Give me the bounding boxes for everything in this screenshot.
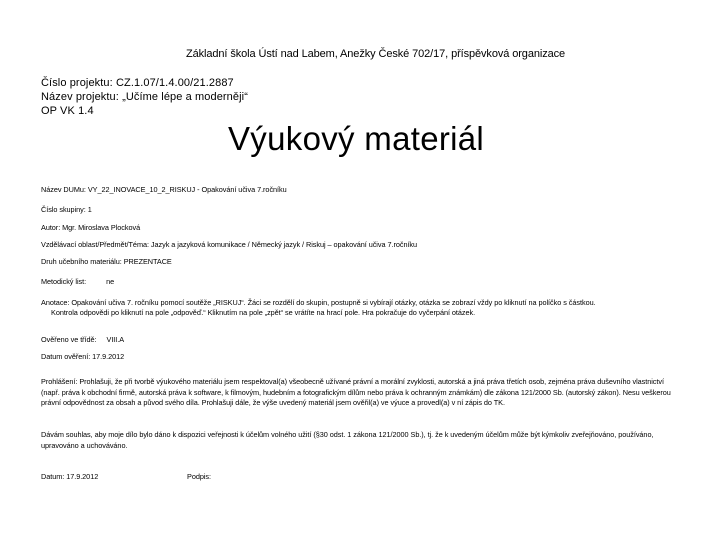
- declaration-text: Prohlášení: Prohlašuji, že při tvorbě výukového materiálu jsem respektoval(a) všeobecně užívané právní a morální zvyklosti, autorská a jiná práva třetích osob, zejména práva duševního vlastnictví (např. práva k obchodní firmě, autorská práva k software, k filmovým, hudebním a fotografickým dílům nebo práva k ochranným známkám) dle zákona 121/2000 Sb. (autorský zákon). Nesu veškerou právní odpovědnost za obsah a původ svého díla. Prohlašuji dále, že výše uvedený materiál jsem ověřil(a) ve výuce a provedl(a) v ní zápis do TK.: [41, 377, 671, 407]
- project-number: Číslo projektu: CZ.1.07/1.4.00/21.2887: [41, 77, 234, 89]
- verified-class-row: [41, 335, 124, 344]
- annotation-line-2: Kontrola odpovědi po kliknutí na pole „odpověď.“ Kliknutím na pole „zpět“ se vrátíte na hrací pole. Hra pokračuje do vyčerpání otázek.: [51, 308, 476, 317]
- verified-class-value: VIII.A: [106, 335, 125, 344]
- program-name: OP VK 1.4: [41, 105, 94, 117]
- worksheet-row: [41, 277, 114, 286]
- project-name: Název projektu: „Učíme lépe a moderněji“: [41, 91, 248, 103]
- material-type: Druh učebního materiálu: PREZENTACE: [41, 257, 172, 266]
- worksheet-label: Metodický list:: [41, 277, 87, 286]
- author: Autor: Mgr. Miroslava Plocková: [41, 223, 141, 232]
- consent-text: Dávám souhlas, aby moje dílo bylo dáno k dispozici veřejnosti k účelům volného užití (§30 odst. 1 zákona 121/2000 Sb.), tj. že k uvedeným účelům může být kýmkoliv zveřejňováno, používáno, upravováno a uchováváno.: [41, 430, 654, 450]
- group-number: Číslo skupiny: 1: [41, 205, 92, 214]
- worksheet-value: ne: [106, 277, 115, 286]
- verified-date: Datum ověření: 17.9.2012: [41, 352, 125, 361]
- footer-signature: Podpis:: [187, 472, 211, 481]
- page-title: Výukový materiál: [228, 120, 485, 157]
- annotation-line-1: Anotace: Opakování učiva 7. ročníku pomocí soutěže „RISKUJ“. Žáci se rozdělí do skupin, postupně si vybírají otázky, otázka se zobrazí vždy po kliknutí na políčko s částkou.: [41, 298, 596, 307]
- verified-class-label: Ověřeno ve třídě:: [41, 335, 97, 344]
- school-header: Základní škola Ústí nad Labem, Anežky České 702/17, příspěvková organizace: [186, 48, 566, 60]
- educational-area: Vzdělávací oblast/Předmět/Téma: Jazyk a jazyková komunikace / Německý jazyk / Riskuj – opakování učiva 7.ročníku: [41, 240, 418, 249]
- dum-name: Název DUMu: VY_22_INOVACE_10_2_RISKUJ - Opakování učiva 7.ročníku: [41, 185, 287, 194]
- footer-date: Datum: 17.9.2012: [41, 472, 99, 481]
